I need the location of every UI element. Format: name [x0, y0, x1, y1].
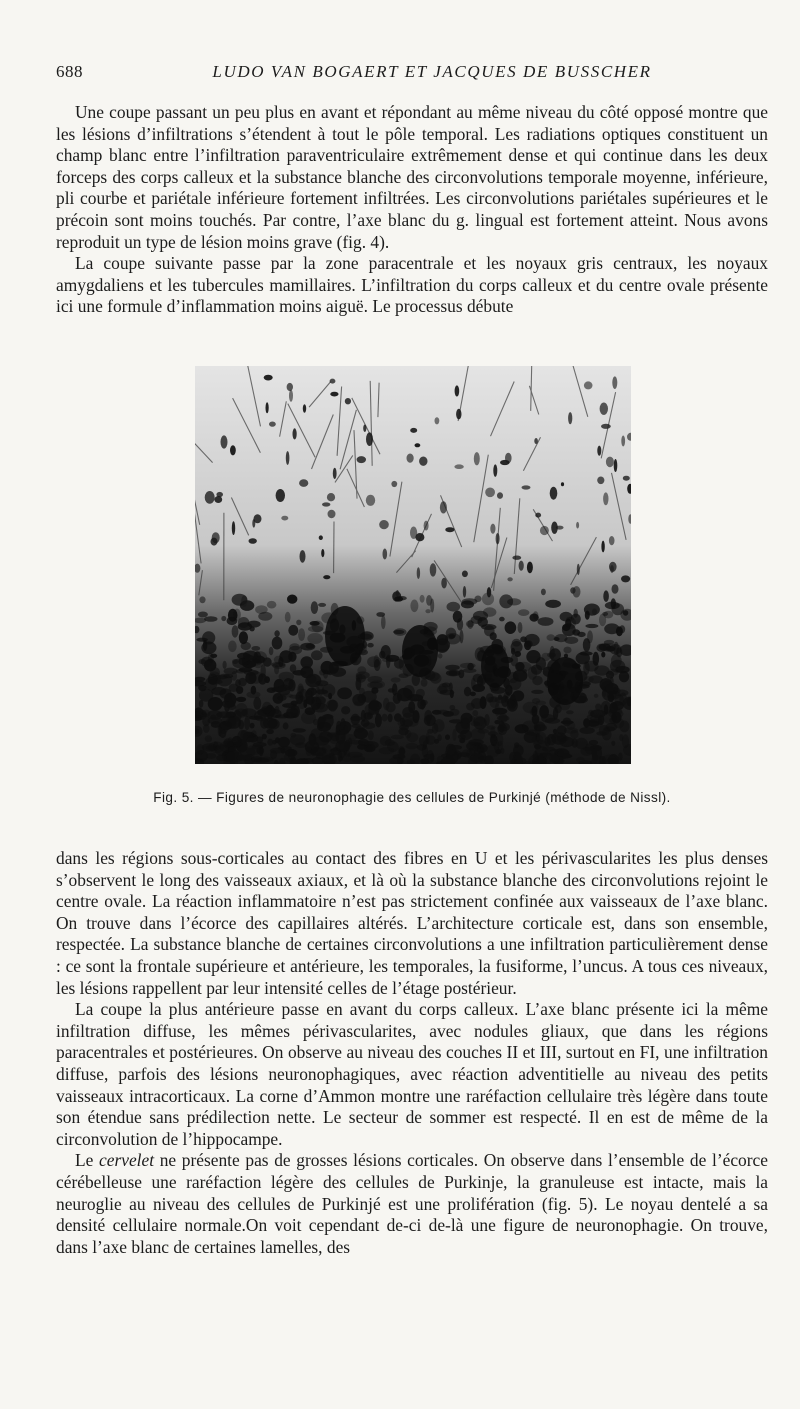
figure-micrograph [195, 366, 631, 764]
text-segment: Le [75, 1150, 100, 1171]
page-header [56, 62, 768, 86]
paragraph-cervelet [56, 1150, 768, 1258]
page-number: 688 [56, 62, 83, 81]
text-segment: ne présente pas de grosses lésions corticales. On observe dans l’ensemble de l’écorce cérébelleuse une raréfaction légère des cellules de Purkinje, la granuleuse est intacte, mais la neuroglie au niveau des cellules de Purkinjé est une prolifération (fig. 5). Le noyau dentelé a sa densité cellulaire normale.On voit cependant de-ci de-là une figure de neuronophagie. On trouve, dans l’axe blanc de certaines lamelles, des [56, 1150, 768, 1257]
paragraph: Une coupe passant un peu plus en avant et répondant au même niveau du côté opposé montre que les lésions d’infiltrations s’étendent à tout le pôle temporal. Les radiations optiques constituent un champ blanc entre l’infiltration paraventriculaire extrêmement dense et qui continue dans les deux forceps des corps calleux et la substance blanche des circonvolutions temporale moyenne, inférieure, pli courbe et pariétale inférieure fortement infiltrées. Les circonvolutions pariétales supérieures et le précoin sont moins touchés. Par contre, l’axe blanc du g. lingual est fortement atteint. Nous avons reproduit un type de lésion moins grave (fig. 4). [56, 102, 768, 252]
running-head: LUDO VAN BOGAERT ET JACQUES DE BUSSCHER [212, 62, 652, 81]
micrograph-image [195, 366, 631, 764]
body-text-bottom [56, 848, 768, 1258]
emphasis-cervelet: cervelet [99, 1150, 155, 1171]
figure-caption: Fig. 5. — Figures de neuronophagie des cellules de Purkinjé (méthode de Nissl). [153, 790, 671, 805]
body-text-top [56, 102, 768, 318]
paragraph: dans les régions sous-corticales au contact des fibres en U et les périvascularites les plus denses s’observent le long des vaisseaux axiaux, et là où la substance blanche des circonvolutions rejoint le centre ovale. La réaction inflammatoire n’est pas strictement confinée aux vaisseaux de l’axe blanc. On trouve dans l’écorce des capillaires altérés. L’architecture corticale est, dans son ensemble, respectée. La substance blanche de certaines circonvolutions a une infiltration particulièrement dense : ce sont la frontale supérieure et antérieure, les temporales, la fusiforme, l’uncus. A tous ces niveaux, les lésions rappellent par leur intensité celles de l’étage postérieur. [56, 848, 768, 998]
paragraph: La coupe la plus antérieure passe en avant du corps calleux. L’axe blanc présente ici la même infiltration diffuse, les mêmes périvascularites, avec nodules gliaux, que dans les régions paracentrales et postérieures. On observe au niveau des couches II et III, surtout en FI, une infiltration diffuse, parfois des lésions neuronophagiques, avec réaction adventitielle au niveau des petits vaisseaux intracorticaux. La corne d’Ammon montre une raréfaction cellulaire très légère dans toute son étendue sans prédilection nette. Le secteur de sommer est respecté. Il en est de même de la circonvolution de l’hippocampe. [56, 999, 768, 1149]
paragraph: La coupe suivante passe par la zone paracentrale et les noyaux gris centraux, les noyaux amygdaliens et les tubercules mamillaires. L’infiltration du corps calleux et du centre ovale présente ici une formule d’inflammation moins aiguë. Le processus débute [56, 253, 768, 317]
